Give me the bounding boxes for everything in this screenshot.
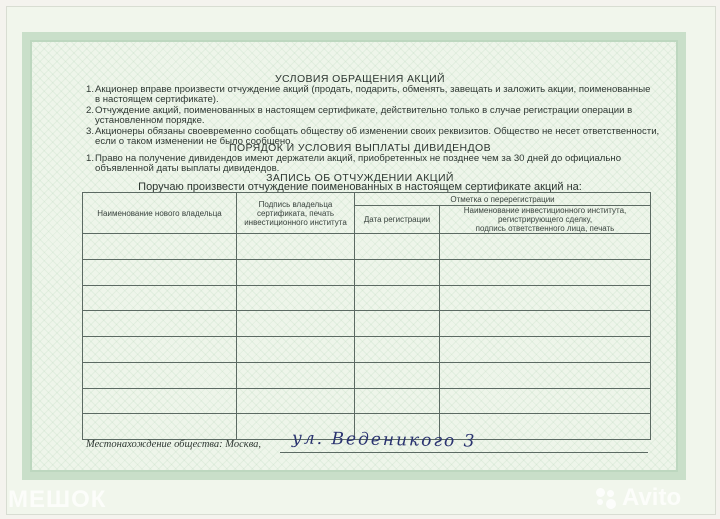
- clause-1-1: 1. Акционер вправе произвести отчуждение акций (продать, подарить, обменять, завещать и заложить акции, поименованные в настоящем сертификате).: [86, 84, 651, 106]
- clause-1-3: 3. Акционеры обязаны своевременно сообщать обществу об изменении своих реквизитов. Общество не несет ответственности, если о таком изменении не было сообщено.: [86, 126, 660, 148]
- section-title-alienation-record: ЗАПИСЬ ОБ ОТЧУЖДЕНИИ АКЦИЙ: [266, 172, 454, 184]
- header-reregistration-mark: Отметка о перерегистрации: [355, 193, 651, 206]
- table-row: [83, 285, 651, 311]
- header-new-owner: Наименование нового владельца: [83, 193, 237, 234]
- header-owner-signature: Подпись владельца сертификата, печать инвестиционного института: [237, 193, 355, 234]
- table-row: [83, 234, 651, 260]
- section-title-share-circulation: УСЛОВИЯ ОБРАЩЕНИЯ АКЦИЙ: [274, 73, 446, 85]
- table-row: [83, 311, 651, 337]
- table-row: [83, 362, 651, 388]
- table-row: [83, 259, 651, 285]
- handwritten-address: ул. Веденикого 3: [291, 428, 477, 452]
- section-title-dividends: ПОРЯДОК И УСЛОВИЯ ВЫПЛАТЫ ДИВИДЕНДОВ: [229, 142, 491, 154]
- alienation-lead-text: Поручаю произвести отчуждение поименованных в настоящем сертификате акций на:: [138, 181, 582, 193]
- alienation-register-table: [82, 192, 651, 440]
- watermark-meshok-logo: МЕШОК: [8, 486, 107, 513]
- header-investment-institution: Наименование инвестиционного института, регистрирующего сделку, подпись ответственного лица, печать: [440, 206, 651, 234]
- address-underline: [280, 452, 648, 453]
- clause-1-2: 2. Отчуждение акций, поименованных в настоящем сертификате, действительно только в случае регистрации операции в установленном порядке.: [86, 105, 633, 127]
- header-registration-date: Дата регистрации: [355, 206, 440, 234]
- table-row: [83, 337, 651, 363]
- avito-dots-icon: [596, 488, 618, 510]
- clause-2-1: 1. Право на получение дивидендов имеют держатели акций, приобретенных не позднее чем за 30 дней до официально объявленной даты выплаты дивидендов.: [86, 153, 622, 175]
- company-location-label: Местонахождение общества: Москва,: [86, 439, 262, 450]
- watermark-avito-logo: Avito: [622, 484, 682, 511]
- table-row: [83, 388, 651, 414]
